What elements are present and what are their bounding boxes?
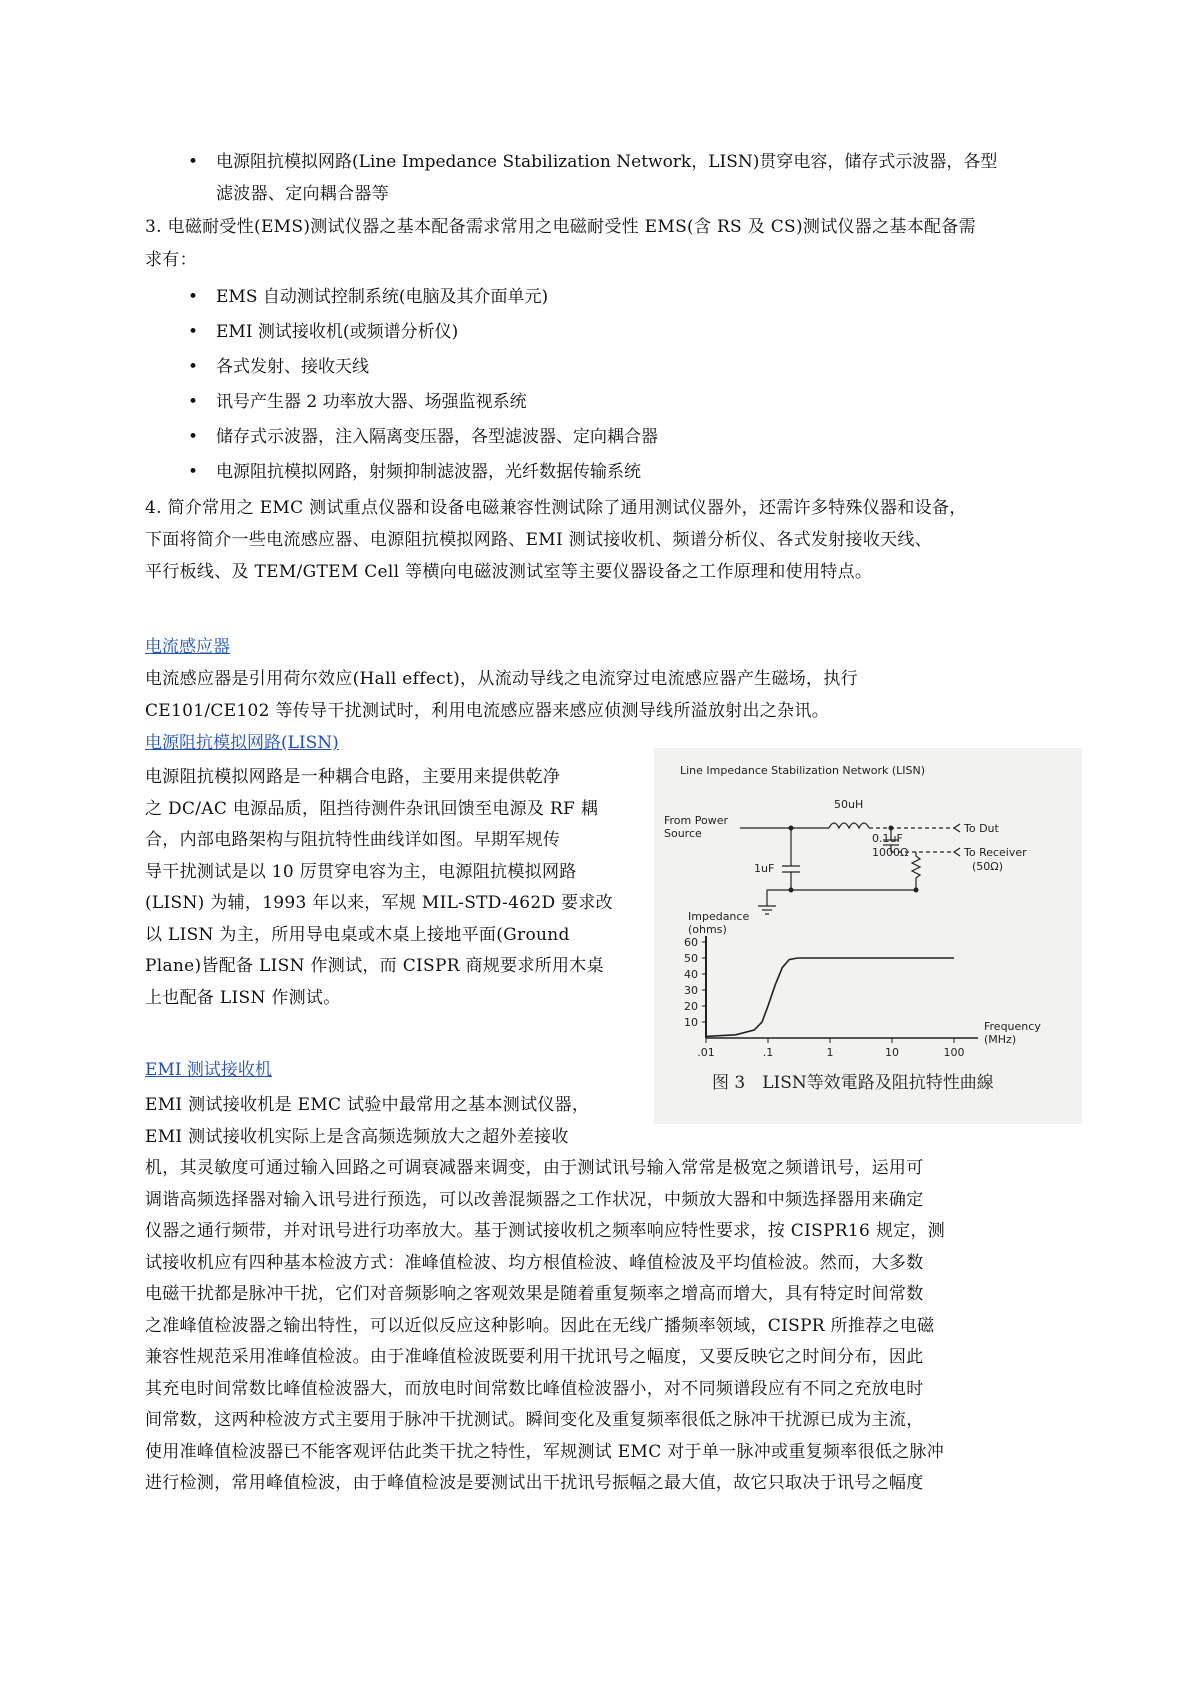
y-tick-label: 50 [684, 952, 698, 965]
x-tick-label: .1 [762, 1046, 774, 1059]
list-item-text: 电源阻抗模拟网路，射频抑制滤波器，光纤数据传输系统 [216, 462, 641, 482]
emi-line: 机，其灵敏度可通过输入回路之可调衰减器来调变，由于测试讯号输入常常是极宽之频谱讯号，运用可 [145, 1158, 924, 1178]
y-axis-label: Impedance [688, 910, 750, 923]
inductor-coil [829, 823, 869, 828]
bullet-icon: • [187, 152, 199, 172]
lisn-line: 合，内部电路架构与阻抗特性曲线详如图。早期军规传 [145, 830, 561, 850]
emi-line: 试接收机应有四种基本检波方式：准峰值检波、均方根值检波、峰值检波及平均值检波。然而，大多数 [145, 1252, 924, 1273]
list-item-text: 滤波器、定向耦合器等 [216, 184, 389, 204]
lisn-line: 以 LISN 为主，所用导电桌或木桌上接地平面(Ground [145, 924, 570, 945]
bullet-icon: • [187, 357, 199, 377]
list-item-text: 储存式示波器，注入隔离变压器，各型滤波器、定向耦合器 [216, 427, 658, 447]
list-item-text: EMS 自动测试控制系统(电脑及其介面单元) [216, 287, 549, 307]
cap1-label: 1uF [754, 862, 775, 875]
emi-line: 兼容性规范采用准峰值检波。由于准峰值检波既要利用干扰讯号之幅度，又要反映它之时间分布，因此 [145, 1347, 924, 1367]
y-tick-label: 40 [684, 968, 698, 981]
list-item-text: 讯号产生器 2 功率放大器、场强监视系统 [216, 392, 527, 412]
lisn-line: 之 DC/AC 电源品质，阻挡待测件杂讯回馈至电源及 RF 耦 [145, 798, 599, 819]
emi-line: 其充电时间常数比峰值检波器大，而放电时间常数比峰值检波器小，对不同频谱段应有不同之充放电时 [145, 1378, 924, 1399]
y-axis-label-unit: (ohms) [688, 923, 727, 936]
inductor-label: 50uH [834, 798, 864, 811]
current-sensor-paragraph: 电流感应器是引用荷尔效应(Hall effect)，从流动导线之电流穿过电流感应器产生磁场，执行 [145, 669, 858, 689]
section-3-paragraph: 3. 电磁耐受性(EMS)测试仪器之基本配备需求常用之电磁耐受性 EMS(含 RS 及 CS)测试仪器之基本配备需 [145, 217, 976, 237]
ohm50-label: (50Ω) [972, 860, 1003, 873]
lisn-line: (LISN) 为辅，1993 年以来，军规 MIL-STD-462D 要求改 [145, 893, 613, 913]
resistor-label: 1000Ω [872, 846, 909, 859]
lisn-line: 上也配备 LISN 作测试。 [145, 987, 341, 1008]
lisn-line: 电源阻抗模拟网路是一种耦合电路，主要用来提供乾净 [145, 767, 561, 787]
list-item-text: EMI 测试接收机(或频谱分析仪) [216, 322, 459, 342]
to-receiver-label: To Receiver [964, 846, 1027, 859]
junction-dot [789, 888, 794, 893]
current-sensor-heading-link[interactable]: 电流感应器 [145, 637, 230, 657]
emi-line: EMI 测试接收机是 EMC 试验中最常用之基本测试仪器， [145, 1095, 590, 1115]
lisn-line: 导干扰测试是以 10 厉贯穿电容为主，电源阻抗模拟网路 [145, 861, 577, 882]
resistor [912, 856, 920, 878]
lisn-paragraph [145, 762, 613, 1014]
junction-dot [789, 826, 794, 831]
emi-line: 进行检测，常用峰值检波，由于峰值检波是要测试出干扰讯号振幅之最大值，故它只取决于讯号之幅度 [145, 1473, 924, 1493]
to-dut-arrow-icon [954, 824, 960, 832]
lisn-figure [654, 748, 1082, 1124]
figure-caption: 图 3 LISN等效電路及阻抗特性曲線 [712, 1073, 994, 1093]
bullet-icon: • [187, 287, 199, 307]
emi-line: 间常数，这两种检波方式主要用于脉冲干扰测试。瞬间变化及重复频率很低之脉冲干扰源已成为主流， [145, 1410, 924, 1430]
x-tick-label: 10 [885, 1046, 899, 1059]
emi-line: 调谐高频选择器对输入讯号进行预选，可以改善混频器之工作状况，中频放大器和中频选择器用来确定 [145, 1189, 924, 1210]
x-tick-label: 1 [826, 1046, 834, 1059]
emi-line: EMI 测试接收机实际上是含高频选频放大之超外差接收 [145, 1126, 569, 1147]
section-4-paragraph: 平行板线、及 TEM/GTEM Cell 等横向电磁波测试室等主要仪器设备之工作原理和使用特点。 [145, 562, 873, 582]
emi-line: 电磁干扰都是脉冲干扰，它们对音频影响之客观效果是随着重复频率之增高而增大，具有特定时间常数 [145, 1284, 924, 1304]
x-axis-label: Frequency [984, 1020, 1041, 1033]
lisn-figure-svg [654, 748, 1082, 1124]
emi-receiver-paragraph [145, 1090, 945, 1500]
to-receiver-arrow-icon [954, 848, 960, 856]
y-tick-label: 60 [684, 936, 698, 949]
emi-line: 仪器之通行频带，并对讯号进行功率放大。基于测试接收机之频率响应特性要求，按 CISPR16 规定，测 [145, 1221, 946, 1241]
bullet-icon: • [187, 427, 199, 447]
bullet-icon: • [187, 462, 199, 482]
cap2-label: 0.1uF [872, 832, 903, 845]
source-label: Source [664, 827, 702, 840]
x-tick-label: 100 [943, 1046, 965, 1059]
list-item-text: 各式发射、接收天线 [216, 357, 369, 377]
emi-line: 之准峰值检波器之输出特性，可以近似反应这种影响。因此在无线广播频率领域，CISPR 所推荐之电磁 [145, 1315, 935, 1336]
figure-title: Line Impedance Stabilization Network (LISN) [680, 764, 925, 777]
to-dut-label: To Dut [964, 822, 999, 835]
bullet-icon: • [187, 392, 199, 412]
y-tick-label: 20 [684, 1000, 698, 1013]
list-item-text: 电源阻抗模拟网路(Line Impedance Stabilization Network，LISN)贯穿电容，储存式示波器，各型 [216, 152, 998, 172]
lisn-line: Plane)皆配备 LISN 作测试，而 CISPR 商规要求所用木桌 [145, 956, 604, 976]
junction-dot [889, 826, 894, 831]
junction-dot [914, 888, 919, 893]
from-power-label: From Power [664, 814, 729, 827]
y-tick-label: 10 [684, 1016, 698, 1029]
impedance-chart [684, 910, 1041, 1059]
emi-receiver-heading-link[interactable]: EMI 测试接收机 [145, 1060, 272, 1080]
emi-line: 使用准峰值检波器已不能客观评估此类干扰之特性，军规测试 EMC 对于单一脉冲或重复频率很低之脉冲 [145, 1441, 945, 1462]
section-4-paragraph: 4. 简介常用之 EMC 测试重点仪器和设备电磁兼容性测试除了通用测试仪器外，还需许多特殊仪器和设备， [145, 498, 967, 518]
current-sensor-paragraph: CE101/CE102 等传导干扰测试时，利用电流感应器来感应侦测导线所溢放射出之杂讯。 [145, 701, 830, 721]
lisn-heading-link[interactable]: 电源阻抗模拟网路(LISN) [145, 733, 339, 753]
section-3-paragraph: 求有： [145, 250, 197, 270]
x-tick-label: .01 [697, 1046, 715, 1059]
bullet-icon: • [187, 322, 199, 342]
section-4-paragraph: 下面将简介一些电流感应器、电源阻抗模拟网路、EMI 测试接收机、频谱分析仪、各式发射接收天线、 [145, 530, 933, 550]
x-axis-label-unit: (MHz) [984, 1033, 1017, 1046]
y-tick-label: 30 [684, 984, 698, 997]
impedance-curve [706, 958, 954, 1036]
